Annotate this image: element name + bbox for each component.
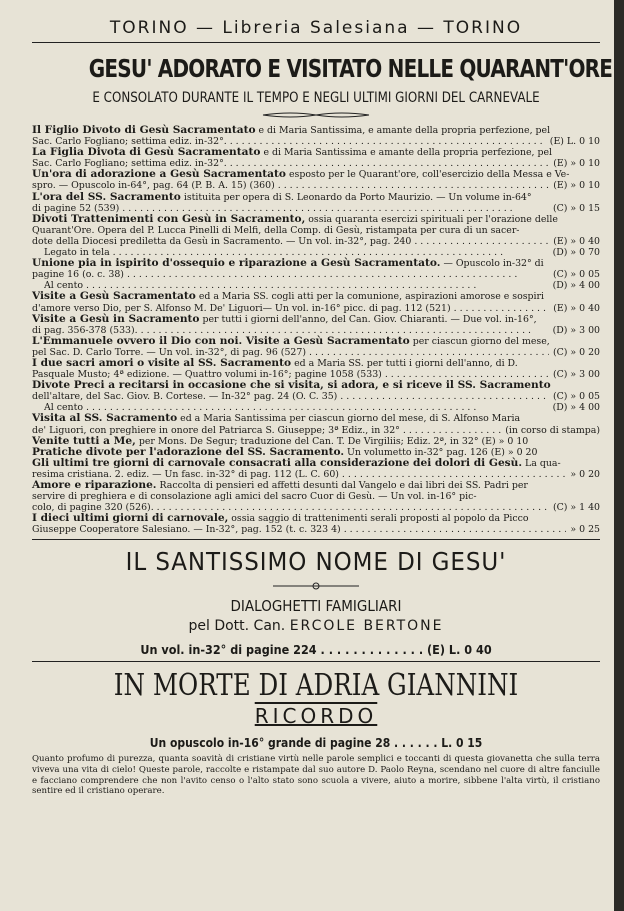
entry-sub-line: Al cento . . . (D) » 4 00	[32, 402, 600, 413]
catalog-entry	[32, 458, 600, 480]
entry-first-line: Divote Preci a recitarsi in occasione che si visita, si adora, e si riceve il SS. Sacramento	[32, 379, 551, 392]
book-subtitle: DIALOGHETTI FAMIGLIARI	[230, 597, 402, 616]
catalog-entry	[32, 214, 600, 258]
entry-price-line: colo, di pagine 320 (526). . . . (C) » 1 40	[32, 502, 600, 513]
catalog-entry	[32, 336, 600, 358]
entry-price-line: di pagine 52 (539) . . . (C) » 0 15	[32, 203, 600, 214]
entry-sub-line: Al cento . . . (D) » 4 00	[32, 280, 600, 291]
entry-line: servire di preghiera e di consolazione agli amici del sacro Cuor di Gesù. — Un vol. in-16° pic-	[32, 491, 477, 503]
entry-price-line: resima cristiana. 2. ediz. — Un fasc. in-32° di pag. 112 (L. C. 60) . . . » 0 20	[32, 469, 600, 480]
entry-line: Quarant'Ore. Opera del P. Lucca Pinelli di Melfi, della Comp. di Gesù, ristampata per cura di un sacer-	[32, 224, 520, 236]
entry-first-line: L'ora del SS. Sacramento istituita per opera di S. Leonardo da Porto Maurizio. — Un volume in-64°	[32, 190, 532, 203]
book-author: pel Dott. Can. ERCOLE BERTONE	[188, 618, 444, 635]
catalog-entry	[32, 125, 600, 147]
divider	[32, 539, 600, 540]
main-subtitle: E CONSOLATO DURANTE IL TEMPO E NEGLI ULTIMI GIORNI DEL CARNEVALE	[92, 90, 540, 106]
entry-price-line: spro. — Opuscolo in-64°, pag. 64 (P. B. A. 15) (360) . . . (E) » 0 10	[32, 180, 600, 191]
entry-price-line: d'amore verso Dio, per S. Alfonso M. De' Liguori— Un vol. in-16° picc. di pag. 112 (521) . . . (E) » 0 40	[32, 303, 600, 314]
entry-price-line: dote della Diocesi prediletta da Gesù in Sacramento. — Un vol. in-32°, pag. 240 . . . (E) » 0 40	[32, 236, 600, 247]
entry-first-line: Un'ora di adorazione a Gesù Sacramentato esposto per le Quarant'ore, coll'esercizio della Messa e Ve-	[32, 168, 570, 181]
book-price-line: Un opuscolo in-16° grande di pagine 28 . . . . . . L. 0 15	[149, 736, 483, 751]
entry-price-line: pagine 16 (o. c. 38) . . . (C) » 0 05	[32, 269, 600, 280]
catalog-entry	[32, 380, 600, 413]
entry-first-line: Il Figlio Divoto di Gesù Sacramentato e di Maria Santissima, e amante della propria perfezione, pel	[32, 124, 551, 136]
divider	[32, 661, 600, 662]
entry-first-line: Unione pia in ispirito d'ossequio e riparazione a Gesù Sacramentato. — Opuscolo in-32° di	[32, 257, 544, 270]
entry-first-line: La Figlia Divota di Gesù Sacramentato e di Maria Santissima e amante della propria perfezione, pel	[32, 146, 553, 159]
entry-first-line: I dieci ultimi giorni di carnovale, ossia saggio di trattenimenti serali proposti al popolo da Picco	[32, 512, 529, 525]
catalog-entry	[32, 258, 600, 291]
entry-first-line: Divoti Trattenimenti con Gesù in Sacramento, ossia quaranta esercizi spirituali per l'orazione delle	[32, 212, 558, 225]
entry-first-line: Pratiche divote per l'adorazione del SS. Sacramento. Un volumetto in-32° pag. 126 (E) » 0 20	[32, 445, 538, 458]
catalog-entry	[32, 413, 600, 435]
ornament-icon	[271, 582, 361, 590]
catalog-entry	[32, 192, 600, 214]
entry-price-line: Giuseppe Cooperatore Salesiano. — In-32°, pag. 152 (t. c. 323 4) . . . » 0 25	[32, 524, 600, 535]
entry-first-line: Visite a Gesù in Sacramento per tutti i giorni dell'anno, del Can. Giov. Chiaranti. — Due vol. in-16°,	[32, 312, 537, 325]
entry-price-line: dell'altare, del Sac. Giov. B. Cortese. — In-32° pag. 24 (O. C. 35) . . . (C) » 0 05	[32, 391, 600, 402]
entry-first-line: Visite a Gesù Sacramentato ed a Maria SS. cogli atti per la comunione, aspirazioni amorose e sospiri	[32, 290, 544, 303]
entry-first-line: L'Emmanuele ovvero il Dio con noi. Visite a Gesù Sacramentato per ciascun giorno del mese,	[32, 334, 550, 347]
catalog-entry	[32, 169, 600, 191]
entry-price-line: di pag. 356-378 (533). . . . (D) » 3 00	[32, 325, 600, 336]
entry-sub-line: Legato in tela . . . (D) » 0 70	[32, 247, 600, 258]
page-header: TORINO — Libreria Salesiana — TORINO	[32, 18, 600, 43]
catalog-entry	[32, 291, 600, 313]
entry-price-line: Pasquale Musto; 4ª edizione. — Quattro volumi in-16°; pagine 1058 (533) . . . (C) » 3 00	[32, 369, 600, 380]
book-description: Quanto profumo di purezza, quanta soavità di cristiane virtù nelle parole semplici e toccanti di questa giovanetta che sulla terra viveva una vita di cielo! Queste parole, raccolte e ristampate dal suo autore D. Paolo Reyna, scendano nel cuore di altre fanciulle e facciano comprendere che non l'avito censo o l'alto stato sono scuola a vivere, aiuto a morire, sibbene l'alta virtù, il cristiano sentire ed il cristiano operare.	[32, 754, 600, 797]
entry-first-line: Visita al SS. Sacramento ed a Maria Santissima per ciascun giorno del mese, di S. Alfonso Maria	[32, 412, 521, 425]
book-price-line: Un vol. in-32° di pagine 224 . . . . . . . . . . . . . (E) L. 0 40	[140, 642, 492, 658]
book-title: IL SANTISSIMO NOME DI GESU'	[125, 547, 507, 577]
catalog-entry	[32, 513, 600, 535]
entry-price-line: pel Sac. D. Carlo Torre. — Un vol. in-32°, di pag. 96 (527) . . . (C) » 0 20	[32, 347, 600, 358]
catalog-entry	[32, 314, 600, 336]
entry-first-line: I due sacri amori o visite al SS. Sacramento ed a Maria SS. per tutti i giorni dell'anno, di D.	[32, 356, 518, 369]
entry-price-line: de' Liguori, con preghiere in onore del Patriarca S. Giuseppe; 3ª Ediz., in 32° . . . (in corso di stampa)	[32, 425, 600, 436]
catalog-entries	[32, 125, 600, 535]
entry-price-line: Sac. Carlo Fogliano; settima ediz. in-32°. . . . (E) L. 0 10	[32, 136, 600, 147]
catalog-entry	[32, 358, 600, 380]
entry-first-line: Amore e riparazione. Raccolta di pensieri ed affetti desunti dal Vangelo e dai libri dei SS. Padri per	[32, 479, 528, 491]
ornament-icon	[261, 111, 371, 119]
book-subtitle: RICORDO	[254, 704, 378, 729]
book-title: IN MORTE DI ADRIA GIANNINI	[113, 668, 519, 704]
main-title: GESU' ADORATO E VISITATO NELLE QUARANT'ORE	[88, 54, 613, 83]
catalog-entry	[32, 147, 600, 169]
entry-first-line: Venite tutti a Me, per Mons. De Segur; traduzione del Can. T. De Virgiliis; Ediz. 2ª, in 32° (E) » 0 10	[32, 434, 529, 447]
catalog-entry	[32, 480, 600, 513]
page-edge	[614, 0, 624, 911]
entry-price-line: Sac. Carlo Fogliano; settima ediz. in-32°. . . . (E) » 0 10	[32, 158, 600, 169]
entry-first-line: Gli ultimi tre giorni di carnovale consacrati alla considerazione dei dolori di Gesù. La qua-	[32, 456, 561, 469]
